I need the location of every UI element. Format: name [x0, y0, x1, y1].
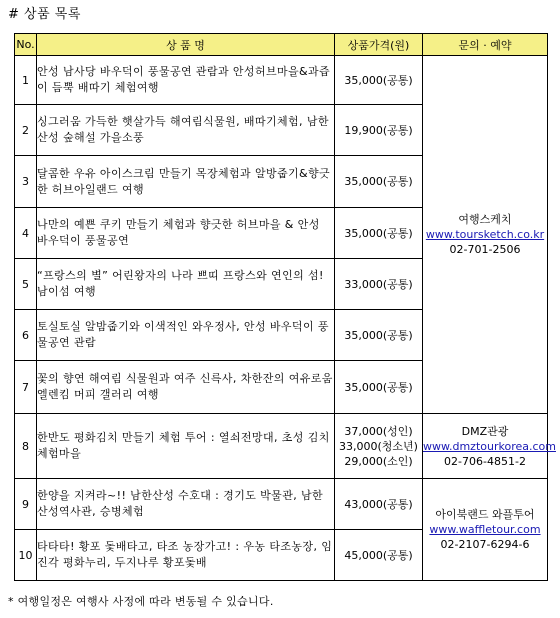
product-price: 35,000(공통) — [335, 208, 423, 259]
row-number: 4 — [15, 208, 37, 259]
product-price: 35,000(공통) — [335, 156, 423, 208]
product-name: 안성 남사당 바우덕이 풍물공연 관람과 안성허브마을&과즙이 듬뿍 배따기 체험여행 — [37, 56, 335, 105]
schedule-note: * 여행일정은 여행사 사정에 따라 변동될 수 있습니다. — [8, 595, 274, 608]
product-name: “프랑스의 별” 어린왕자의 나라 쁘띠 프랑스와 연인의 섬! 남이섬 여행 — [37, 259, 335, 310]
contact-phone: 02-2107-6294-6 — [440, 538, 530, 551]
product-name: 싱그러움 가득한 햇살가득 해여림식물원, 배따기체험, 남한산성 숲해설 가을소풍 — [37, 105, 335, 156]
header-contact: 문의 · 예약 — [423, 34, 548, 56]
product-name: 타타타! 황포 돛배타고, 타조 농장가고! : 우농 타조농장, 임진각 평화누리, 두지나루 황포돛배 — [37, 530, 335, 581]
row-number: 9 — [15, 479, 37, 530]
product-name: 한반도 평화김치 만들기 체험 투어 : 열쇠전망대, 초성 김치체험마을 — [37, 414, 335, 479]
contact-phone: 02-701-2506 — [449, 243, 521, 256]
row-number: 2 — [15, 105, 37, 156]
header-price: 상품가격(원) — [335, 34, 423, 56]
contact-name: 여행스케치 — [458, 213, 512, 226]
contact-url-link[interactable]: www.dmztourkorea.com — [423, 439, 556, 453]
product-price: 35,000(공통) — [335, 310, 423, 361]
header-no: No. — [15, 34, 37, 56]
product-name: 나만의 예쁜 쿠키 만들기 체험과 향긋한 허브마을 & 안성 바우덕이 풍물공연 — [37, 208, 335, 259]
table-header-row — [15, 34, 548, 56]
product-price: 35,000(공통) — [335, 361, 423, 414]
contact-waffletour — [423, 479, 548, 581]
product-name: 한양을 지켜라~!! 남한산성 수호대 : 경기도 박물관, 남한산성역사관, 승병체험 — [37, 479, 335, 530]
product-name: 토실토실 알밤줍기와 이색적인 와우정사, 안성 바우덕이 풍물공연 관람 — [37, 310, 335, 361]
table-row — [15, 56, 548, 105]
product-name: 꽃의 향연 해여림 식물원과 여주 신륵사, 차한잔의 여유로움 엘렌킴 머피 갤러리 여행 — [37, 361, 335, 414]
row-number: 6 — [15, 310, 37, 361]
product-name: 달콤한 우유 아이스크림 만들기 목장체험과 알방줍기&향긋한 허브아일랜드 여행 — [37, 156, 335, 208]
contact-url-link[interactable]: www.waffletour.com — [429, 523, 541, 536]
contact-dmz — [423, 414, 556, 479]
product-price: 45,000(공통) — [335, 530, 423, 581]
product-price: 37,000(성인) 33,000(청소년) 29,000(소인) — [335, 414, 423, 479]
contact-toursketch — [423, 56, 548, 414]
contact-name: DMZ관광 — [461, 424, 509, 438]
contact-phone: 02-706-4851-2 — [444, 454, 526, 468]
row-number: 1 — [15, 56, 37, 105]
product-price: 33,000(공통) — [335, 259, 423, 310]
table-row — [15, 414, 548, 479]
contact-name: 아이북랜드 와플투어 — [435, 508, 535, 521]
row-number: 3 — [15, 156, 37, 208]
contact-url-link[interactable]: www.toursketch.co.kr — [425, 228, 545, 241]
product-table — [14, 33, 556, 581]
row-number: 5 — [15, 259, 37, 310]
row-number: 8 — [15, 414, 37, 479]
product-price: 43,000(공통) — [335, 479, 423, 530]
row-number: 10 — [15, 530, 37, 581]
page-title: # 상품 목록 — [8, 7, 81, 22]
table-row — [15, 479, 548, 530]
header-product-name: 상 품 명 — [37, 34, 335, 56]
product-price: 35,000(공통) — [335, 56, 423, 105]
row-number: 7 — [15, 361, 37, 414]
product-price: 19,900(공통) — [335, 105, 423, 156]
